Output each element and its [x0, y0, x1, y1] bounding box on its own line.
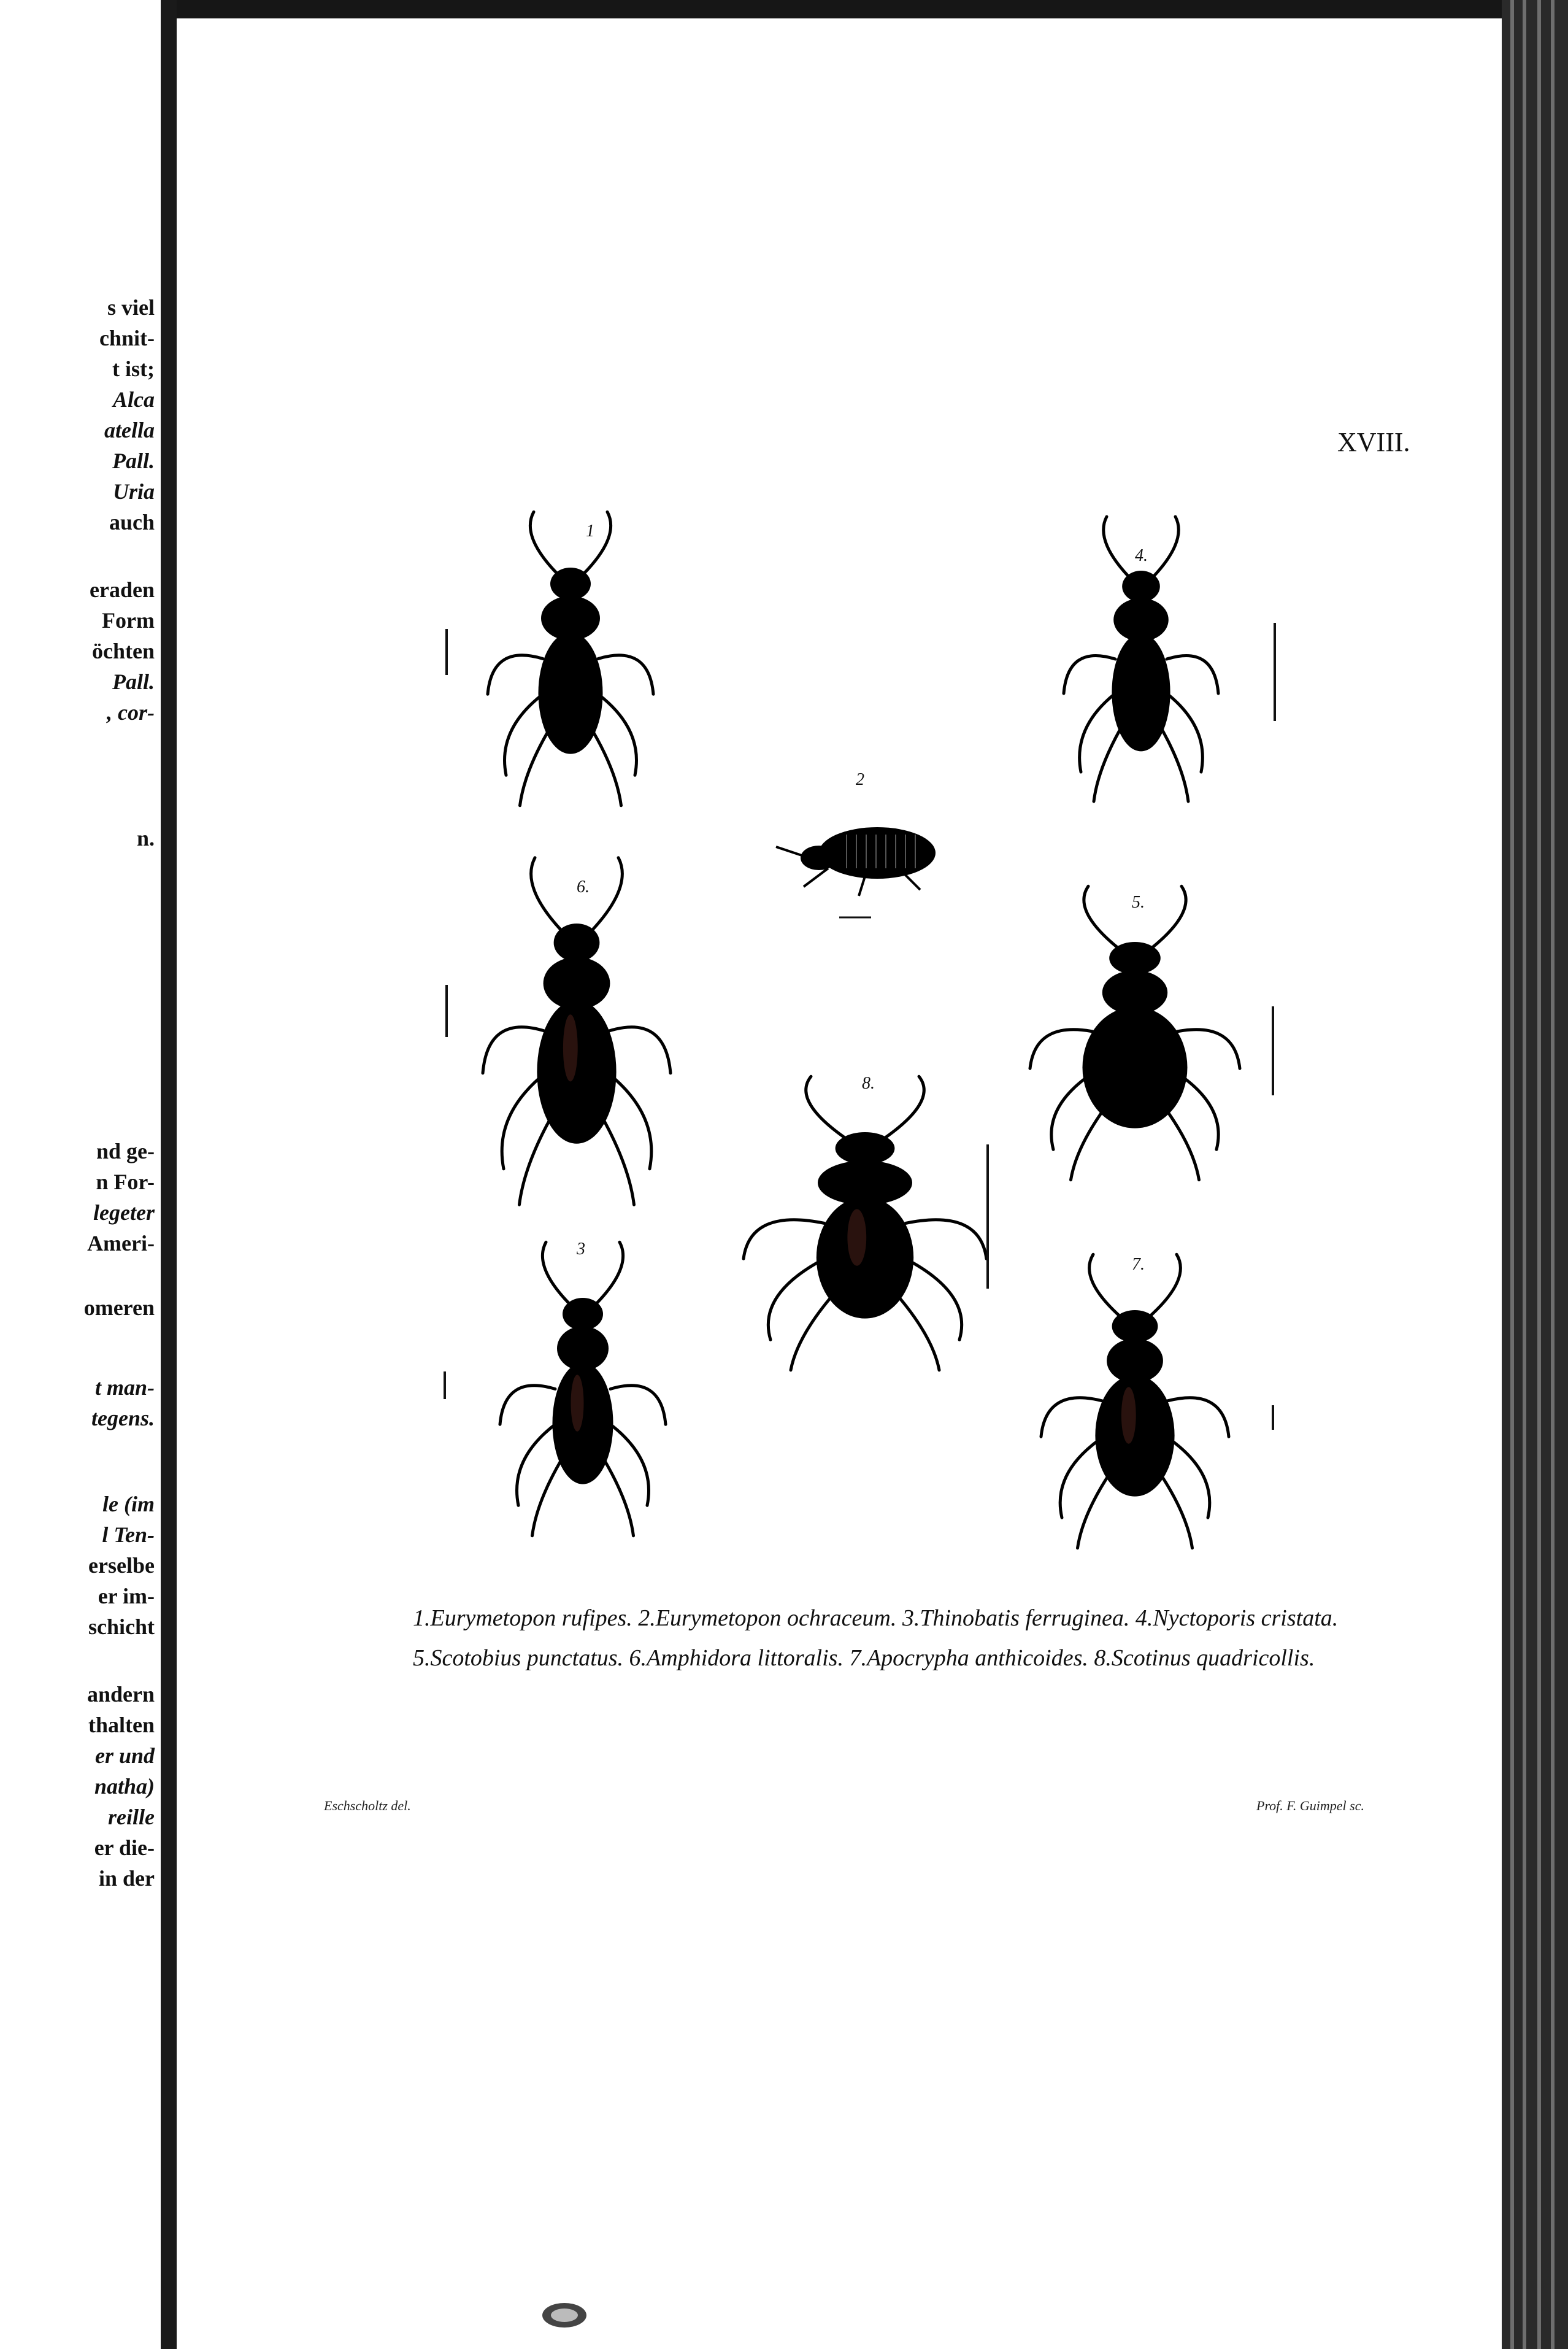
top-dark-border [0, 0, 1568, 18]
left-page-line: auch [109, 510, 155, 534]
figure-number: 3 [577, 1240, 585, 1259]
book-edge [1502, 0, 1568, 2349]
left-page-line: thalten [88, 1713, 155, 1737]
figure-number: 2 [856, 770, 864, 789]
left-page-text-fragment [0, 0, 161, 2349]
caption-line-1: 1.Eurymetopon rufipes. 2.Eurymetopon ochraceum. 3.Thinobatis ferruginea. 4.Nyctoporis cristata. [413, 1605, 1339, 1631]
beetle-figure [500, 1242, 666, 1536]
left-page-line: n For- [96, 1170, 155, 1194]
library-stamp-icon [540, 2298, 589, 2332]
caption-line-2: 5.Scotobius punctatus. 6.Amphidora littoralis. 7.Apocrypha anthicoides. 8.Scotinus quadricollis. [413, 1645, 1315, 1671]
left-page-line: n. [136, 826, 155, 850]
left-page-line: l Ten- [102, 1522, 155, 1547]
left-page-line: er im- [98, 1584, 155, 1608]
figure-number: 6. [577, 878, 590, 897]
left-page-line: Ameri- [87, 1231, 155, 1256]
figure-number: 5. [1132, 893, 1145, 912]
bottom-margin [177, 2289, 1502, 2349]
left-page-line: erselbe [88, 1553, 155, 1578]
beetle-figure [488, 512, 653, 806]
beetle-figure [776, 827, 936, 896]
left-page-line: in der [98, 1866, 155, 1891]
plate-number: XVIII. [1337, 427, 1410, 457]
left-page-line: natha) [94, 1774, 155, 1799]
left-page-line: atella [104, 418, 155, 442]
left-page-line: schicht [88, 1614, 155, 1639]
left-page-line: eraden [90, 577, 155, 602]
left-page-line: t ist; [112, 357, 155, 381]
left-page-line: Pall. [112, 449, 155, 473]
left-page-line: öchten [92, 639, 155, 663]
figure-number: 8. [862, 1074, 875, 1093]
left-page-line: , cor- [107, 700, 155, 725]
left-page-line: er und [94, 1743, 155, 1768]
credit-artist: Eschscholtz del. [324, 1798, 411, 1813]
left-page-line: Form [102, 608, 155, 633]
left-page-line: nd ge- [96, 1139, 155, 1163]
left-page-line: Pall. [112, 669, 155, 694]
left-page-line: chnit- [99, 326, 155, 350]
figure-number: 1 [586, 522, 594, 541]
figure-number: 7. [1132, 1255, 1145, 1274]
beetle-figure [1041, 1254, 1229, 1548]
left-page-line: le (im [102, 1492, 155, 1516]
left-page-line: andern [86, 1682, 155, 1707]
left-page-line: legeter [93, 1200, 155, 1225]
page-gutter [161, 0, 177, 2349]
left-page-line: s viel [107, 295, 155, 320]
left-page-line: er die- [94, 1835, 155, 1860]
credit-engraver: Prof. F. Guimpel sc. [1256, 1798, 1364, 1813]
beetle-figure [744, 1076, 986, 1370]
beetle-figure [1030, 886, 1240, 1180]
left-page-line: reille [108, 1805, 155, 1829]
beetle-figure [483, 858, 671, 1205]
plate-page [177, 18, 1502, 2289]
left-page-line: Alca [113, 387, 155, 412]
beetle-illustrations [177, 18, 1502, 2289]
figure-number: 4. [1135, 546, 1148, 565]
left-page-line: Uria [112, 479, 155, 504]
left-page-line: omeren [83, 1295, 155, 1320]
left-page-line: tegens. [91, 1406, 155, 1430]
left-page-line: t man- [94, 1375, 155, 1400]
